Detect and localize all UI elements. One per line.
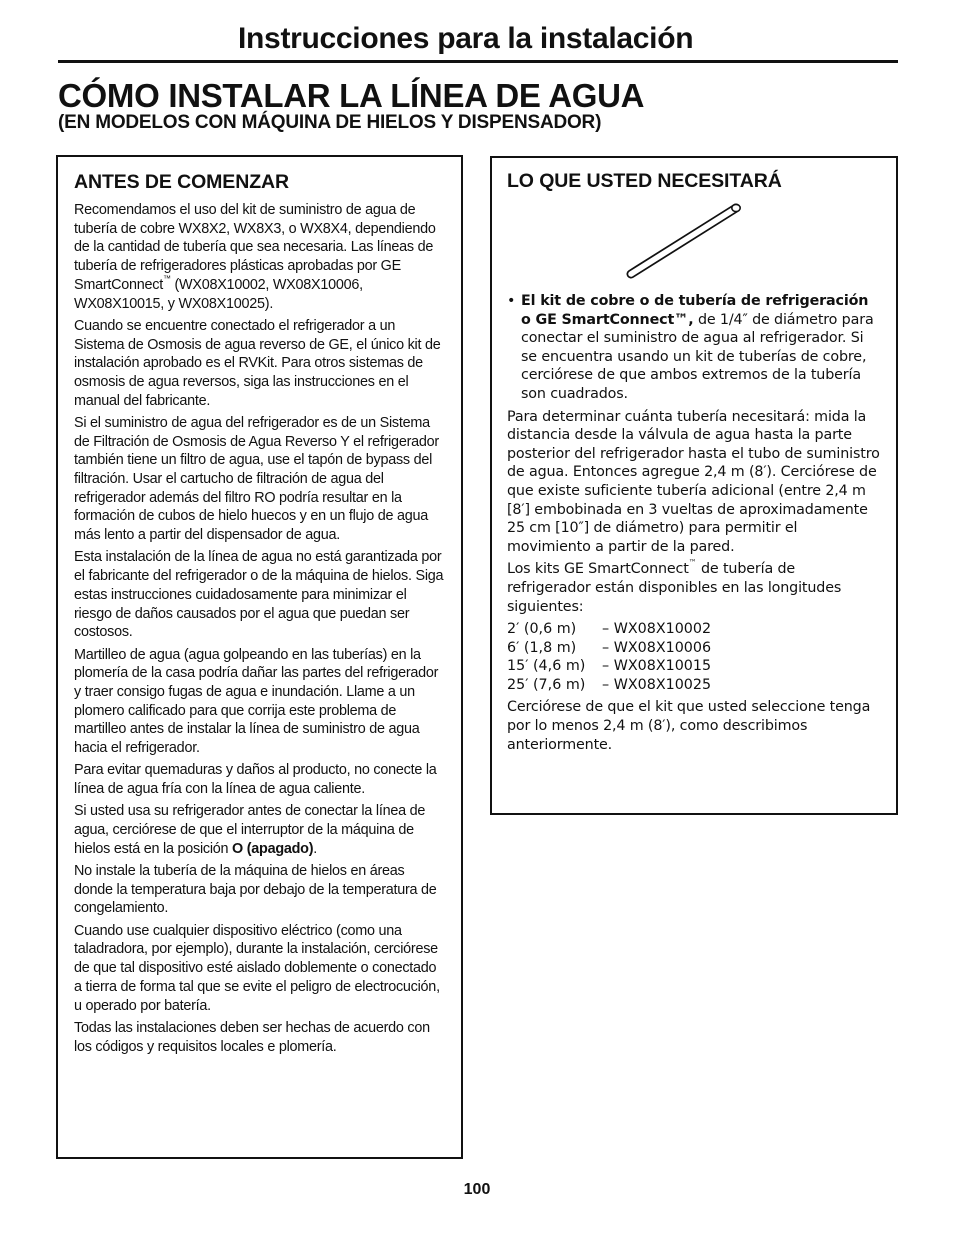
header-rule [58,60,898,63]
paragraph-text: Los kits GE SmartConnect [507,561,689,578]
paragraph: Si el suministro de agua del refrigerador es de un Sistema de Filtración de Osmosis de Agua Reverso Y el refrigerador también tiene un filtro de agua, use el tapón de bypass del filtración. Usar el cartucho de filtración de agua del refrigerador además del filtro RO podría resultar en la formación de cubos de hielo huecos y en un flujo de agua más lento a partir del dispensador de agua. [74,414,439,544]
kit-length-row [507,657,880,676]
tubing-icon [613,202,743,284]
kit-length-size: 25′ (7,6 m) [507,676,586,693]
paragraph: Para evitar quemaduras y daños al producto, no conecte la línea de agua fría con la línea de agua caliente. [74,762,437,798]
page-number: 100 [463,1181,491,1198]
bullet-bold-text: El kit de cobre o de tubería de refrigeración o GE SmartConnect™, [521,293,869,328]
paragraph: Cerciórese de que el kit que usted seleccione tenga por lo menos 2,4 m (8′), como describimos anteriormente. [507,699,871,753]
paragraph-text: . [313,840,317,857]
paragraph: Martilleo de agua (agua golpeando en las tuberías) en la plomería de la casa podría dañar las partes del refrigerador y traer consigo fugas de agua e inundación. Llame a un plomero calificado para que corrija este problema de martilleo antes de instalar la línea de suministro de agua hacia el refrigerador. [74,646,439,757]
page-header-title: Instrucciones para la instalación [238,22,694,55]
kit-length-row [507,639,880,658]
kit-part-number: – WX08X10015 [602,658,712,675]
off-position-label: O (apagado) [232,840,314,857]
paragraph: Todas las instalaciones deben ser hechas de acuerdo con los códigos y requisitos locales e plomería. [74,1019,430,1055]
kit-lengths-list [507,620,880,694]
what-you-need-text [507,292,880,754]
main-subtitle: (EN MODELOS CON MÁQUINA DE HIELOS Y DISPENSADOR) [58,112,602,133]
paragraph: Cuando se encuentre conectado el refrigerador a un Sistema de Osmosis de agua reverso de GE, el único kit de instalación aprobado es el RVKit. Para otros sistemas de osmosis de agua reversos, siga las instrucciones en el manual del fabricante. [74,317,441,409]
before-you-begin-box [56,155,463,1159]
paragraph [74,201,445,313]
kit-length-row [507,620,880,639]
bullet-item [507,292,880,404]
paragraph: No instale la tubería de la máquina de hielos en áreas donde la temperatura baja por debajo de la temperatura de congelamiento. [74,863,437,917]
bullet-dot: • [507,293,516,309]
kit-part-number: – WX08X10025 [602,676,712,693]
paragraph: Para determinar cuánta tubería necesitará: mida la distancia desde la válvula de agua hasta la parte posterior del refrigerador hasta el tubo de suministro de agua. Entonces agregue 2,4 m (8′). Cerciórese de que existe suficiente tubería adicional (entre 2,4 m [8′] embobinada en 3 vueltas de aproximadamente 25 cm [10″] de diámetro) para permitir el movimiento a partir de la pared. [507,408,880,555]
paragraph-text: de tubería de refrigerador están disponibles en las longitudes siguientes: [507,561,842,615]
kit-length-size: 6′ (1,8 m) [507,639,577,656]
kit-length-row [507,676,880,695]
kit-part-number: – WX08X10006 [602,639,712,656]
main-title: CÓMO INSTALAR LA LÍNEA DE AGUA [58,77,645,114]
before-you-begin-text [74,201,445,1056]
kit-part-number: – WX08X10002 [602,621,712,638]
kit-length-size: 15′ (4,6 m) [507,658,586,675]
tubing-illustration [507,200,880,284]
paragraph-text: Si usted usa su refrigerador antes de conectar la línea de agua, cerciórese de que el interruptor de la máquina de hielos está en la posición [74,803,426,857]
what-you-need-heading: LO QUE USTED NECESITARÁ [507,170,782,192]
paragraph: Esta instalación de la línea de agua no está garantizada por el fabricante del refrigerador o de la máquina de hielos. Siga estas instrucciones cuidadosamente para minimizar el riesgo de daños causados por el agua que puedan ser costosos. [74,549,444,641]
trademark-symbol: ™ [688,558,697,568]
bullet-text: de 1/4″ de diámetro para conectar el suministro de agua al refrigerador. Si se encuentra usando un kit de tuberías de cobre, cerciórese de que ambos extremos de la tubería son cuadrados. [521,311,874,402]
paragraph-text: Recomendamos el uso del kit de suministro de agua de tubería de cobre WX8X2, WX8X3, o WX8X4, dependiendo de la cantidad de tubería que sea necesaria. Las líneas de tubería de refrigeradores plásticas aprobadas por GE SmartConnect [74,202,436,293]
trademark-symbol: ™ [162,273,171,283]
paragraph-text: (WX08X10002, WX08X10006, WX08X10015, y WX08X10025). [74,276,363,312]
before-you-begin-heading: ANTES DE COMENZAR [74,171,289,193]
kit-length-size: 2′ (0,6 m) [507,621,577,638]
paragraph [507,560,880,616]
what-you-need-box [490,156,898,815]
paragraph: Cuando use cualquier dispositivo eléctrico (como una taladradora, por ejemplo), durante la instalación, cerciórese de que tal dispositivo esté aislado doblemente o conectado a tierra de forma tal que se evite el peligro de electrocución, u operado por batería. [74,922,440,1014]
paragraph [74,802,445,858]
